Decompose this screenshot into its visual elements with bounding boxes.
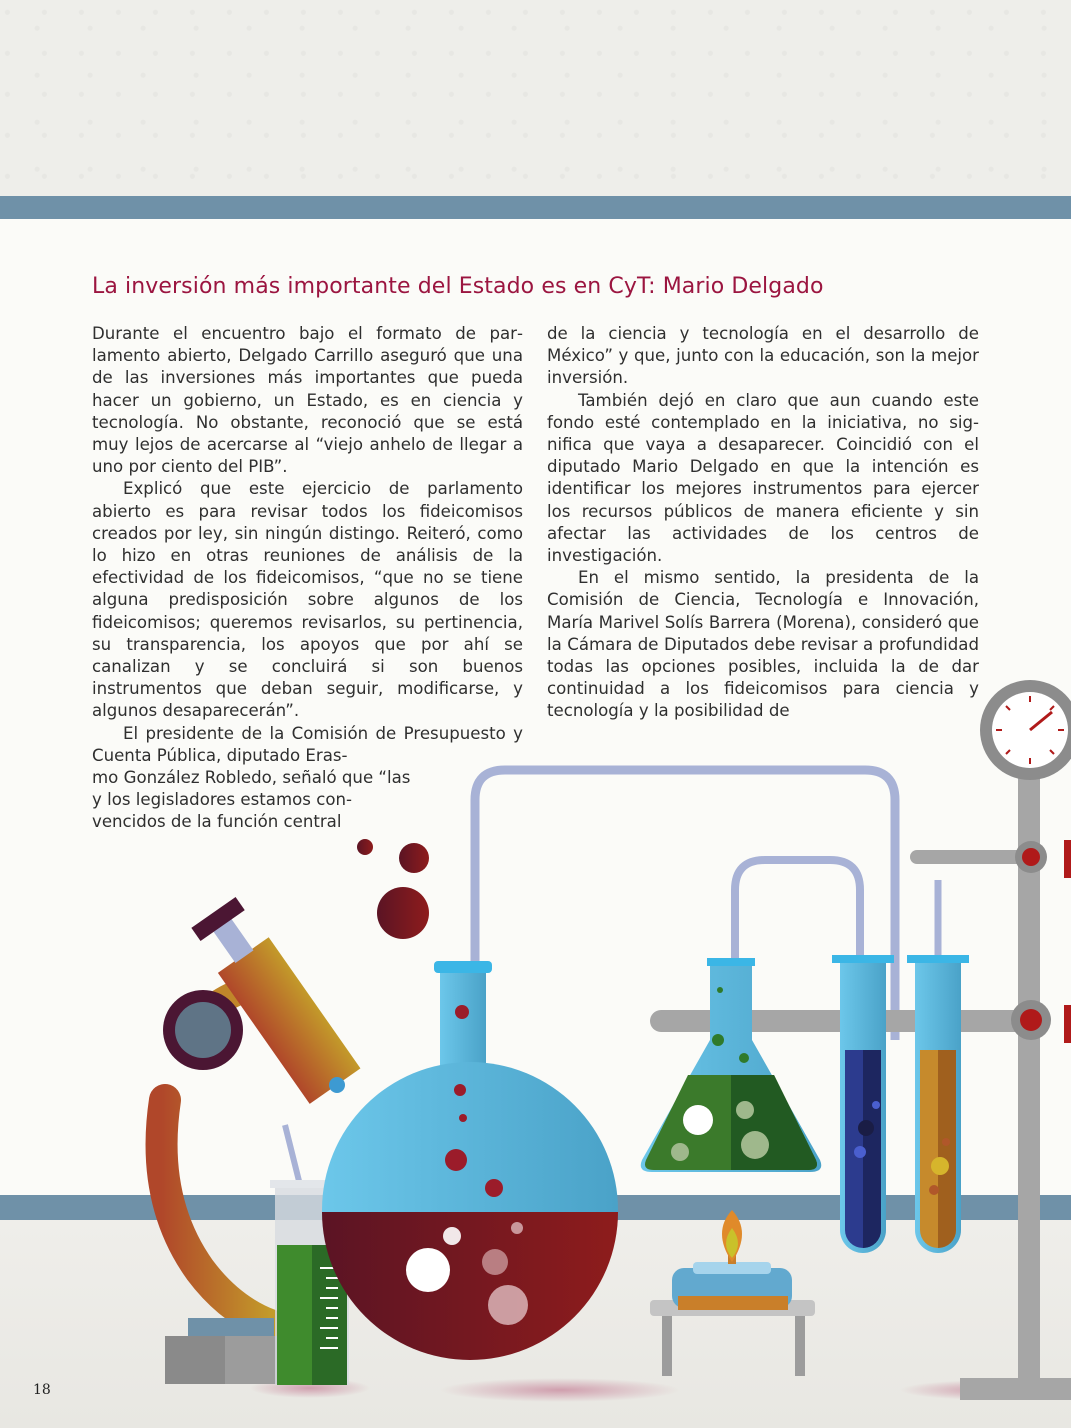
article-headline: La inversión más importante del Estado es en CyT: Mario Delgado [92,274,824,299]
right-paragraph-2: También dejó en claro que aun cuando este fondo esté contemplado en la iniciativa, no significa que vaya a desaparecer. Coincidió con el diputado Mario Delgado en que la intención es identificar los mejores instrumentos para ejercer los recursos públicos de manera eficiente y sin afectar las actividades de los centros de investigación. [547,390,979,566]
left-line-short-3: vencidos de la función central [92,812,342,832]
right-paragraph-1: de la ciencia y tecnología en el desarrollo de México” y que, junto con la educación, son la mejor inversión. [547,324,979,388]
top-color-band [0,196,1071,219]
right-paragraph-3: En el mismo sentido, la presidenta de la Comisión de Ciencia, Tecnología e Innovación, María Marivel Solís Barrera (Morena), consideró que la Cámara de Diputados debe revisar a profundidad todas las opciones posibles, incluida la de dar continuidad a los fideicomisos para ciencia y tecnología y la posibilidad de [547,568,979,721]
left-paragraph-3: El presidente de la Comisión de Presupuesto y Cuenta Pública, diputado Eras- [92,723,523,765]
page-number: 18 [33,1382,51,1398]
glass-tube-large [475,770,895,1040]
round-bottom-flask-icon [322,961,618,1360]
left-paragraph-1: Durante el encuentro bajo el formato de parlamento abierto, Delgado Carrillo aseguró que una de las inversiones más importantes que pueda hacer un gobierno, un Estado, es en ciencia y tecnología. No obstante, reconoció que se está muy lejos de acercarse al “viejo anhelo de llegar a uno por ciento del PIB”. [92,324,523,477]
right-text-column [547,323,979,723]
test-tube-amber-icon [907,955,969,1253]
left-paragraph-2: Explicó que este ejercicio de parlamento abierto es para revisar todos los fideicomisos creados por ley, sin ningún distingo. Reiteró, como lo hizo en otras reuniones de análisis de la efectividad de los fideicomisos, “que no se tiene alguna predisposición sobre algunos de los fideicomisos; queremos revisarlos, su pertinencia, su transparencia, los apoyos que por ahí se canalizan y se concluirá si son buenos instrumentos que deban seguir, modificarse, y algunos desaparecerán”. [92,479,523,721]
pressure-gauge-icon [980,680,1071,780]
left-line-short-1: mo González Robledo, señaló que “las [92,768,411,788]
erlenmeyer-flask-icon [641,958,822,1172]
left-line-short-2: y los legisladores estamos con- [92,790,352,810]
laboratory-illustration [0,670,1071,1428]
paper-texture-header [0,0,1071,196]
test-tube-blue-icon [832,955,894,1253]
